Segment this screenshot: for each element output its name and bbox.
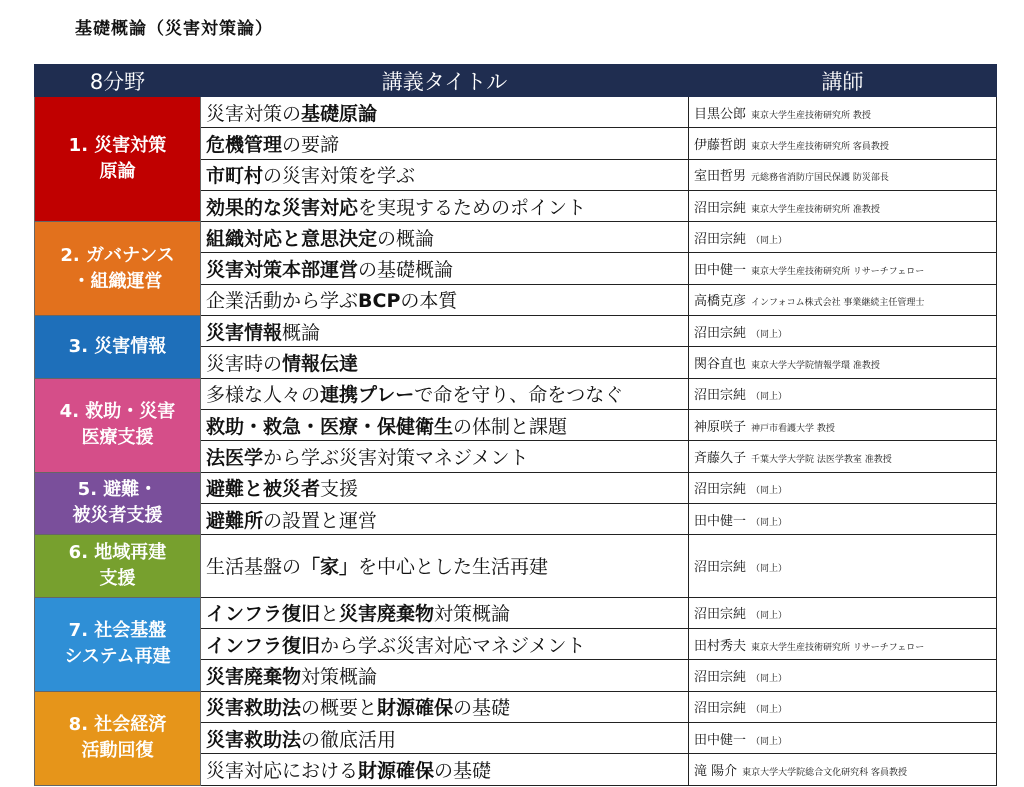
lecture-title-cell: 救助・救急・医療・保健衛生の体制と課題 (201, 409, 689, 440)
instructor-cell (689, 441, 997, 472)
category-cell: 4. 救助・災害 医療支援 (35, 378, 201, 472)
instructor-cell (689, 722, 997, 753)
instructor-affiliation: インフォコム株式会社 事業継続主任管理士 (751, 298, 925, 309)
instructor-name: 沼田宗純 (694, 231, 747, 247)
lecture-title-cell: 災害情報概論 (201, 316, 689, 347)
table-header-row (35, 65, 997, 97)
lecture-title-cell: 災害救助法の徹底活用 (201, 722, 689, 753)
instructor-cell (689, 535, 997, 598)
instructor-name: 伊藤哲朗 (694, 137, 747, 153)
lecture-title-cell: インフラ復旧から学ぶ災害対応マネジメント (201, 629, 689, 660)
instructor-affiliation: （同上） (751, 705, 788, 716)
table-row (35, 472, 997, 503)
lecture-title-cell: 災害廃棄物対策概論 (201, 660, 689, 691)
instructor-name: 室田哲男 (694, 169, 747, 185)
instructor-affiliation: （同上） (751, 235, 788, 246)
instructor-affiliation: 東京大学大学院情報学環 准教授 (751, 361, 880, 372)
lecture-title-cell: 避難と被災者支援 (201, 472, 689, 503)
instructor-affiliation: （同上） (751, 673, 788, 684)
lecture-title-cell: 危機管理の要諦 (201, 128, 689, 159)
table-row (35, 222, 997, 253)
instructor-name: 沼田宗純 (694, 388, 747, 404)
instructor-name: 沼田宗純 (694, 607, 747, 623)
instructor-cell (689, 503, 997, 534)
instructor-name: 滝 陽介 (694, 763, 738, 779)
instructor-name: 沼田宗純 (694, 325, 747, 341)
instructor-cell (689, 347, 997, 378)
instructor-name: 沼田宗純 (694, 482, 747, 498)
instructor-name: 田中健一 (694, 263, 747, 279)
instructor-cell (689, 660, 997, 691)
instructor-affiliation: 神戸市看護大学 教授 (751, 423, 835, 434)
category-cell: 3. 災害情報 (35, 316, 201, 379)
instructor-affiliation: （同上） (751, 564, 788, 575)
instructor-name: 田中健一 (694, 732, 747, 748)
instructor-cell (689, 222, 997, 253)
instructor-cell (689, 472, 997, 503)
header-instructor: 講師 (689, 65, 997, 97)
lecture-title-cell: 企業活動から学ぶBCPの本質 (201, 284, 689, 315)
instructor-cell (689, 754, 997, 785)
lecture-title-cell: 災害時の情報伝達 (201, 347, 689, 378)
instructor-cell (689, 190, 997, 221)
instructor-affiliation: （同上） (751, 329, 788, 340)
instructor-name: 田村秀夫 (694, 638, 747, 654)
instructor-affiliation: 東京大学生産技術研究所 客員教授 (751, 141, 889, 152)
instructor-affiliation: （同上） (751, 486, 788, 497)
category-cell: 8. 社会経済 活動回復 (35, 691, 201, 785)
instructor-affiliation: 東京大学生産技術研究所 リサーチフェロー (751, 642, 925, 653)
table-row (35, 97, 997, 128)
page-title: 基礎概論（災害対策論） (75, 19, 273, 39)
instructor-affiliation: （同上） (751, 611, 788, 622)
instructor-name: 田中健一 (694, 513, 747, 529)
instructor-name: 沼田宗純 (694, 701, 747, 717)
instructor-cell (689, 284, 997, 315)
category-cell: 5. 避難・ 被災者支援 (35, 472, 201, 535)
lecture-table (34, 64, 997, 786)
instructor-name: 斉藤久子 (694, 450, 747, 466)
instructor-cell (689, 159, 997, 190)
lecture-title-cell: 災害対策の基礎原論 (201, 97, 689, 128)
table-row (35, 691, 997, 722)
instructor-affiliation: 東京大学生産技術研究所 リサーチフェロー (751, 267, 925, 278)
category-cell: 1. 災害対策 原論 (35, 97, 201, 222)
table-row (35, 316, 997, 347)
instructor-cell (689, 409, 997, 440)
table-row (35, 597, 997, 628)
lecture-title-cell: 多様な人々の連携プレーで命を守り、命をつなぐ (201, 378, 689, 409)
instructor-cell (689, 253, 997, 284)
lecture-title-cell: 市町村の災害対策を学ぶ (201, 159, 689, 190)
instructor-cell (689, 691, 997, 722)
instructor-affiliation: （同上） (751, 736, 788, 747)
lecture-title-cell: 災害対策本部運営の基礎概論 (201, 253, 689, 284)
lecture-title-cell: 災害対応における財源確保の基礎 (201, 754, 689, 785)
instructor-cell (689, 378, 997, 409)
instructor-name: 沼田宗純 (694, 200, 747, 216)
instructor-affiliation: 東京大学大学院総合文化研究科 客員教授 (742, 767, 908, 778)
instructor-affiliation: 元総務省消防庁国民保護 防災部長 (751, 173, 889, 184)
instructor-cell (689, 128, 997, 159)
instructor-name: 沼田宗純 (694, 669, 747, 685)
instructor-cell (689, 97, 997, 128)
instructor-name: 目黒公郎 (694, 106, 747, 122)
instructor-cell (689, 597, 997, 628)
lecture-title-cell: 災害救助法の概要と財源確保の基礎 (201, 691, 689, 722)
lecture-title-cell: 避難所の設置と運営 (201, 503, 689, 534)
category-cell: 2. ガバナンス ・組織運営 (35, 222, 201, 316)
instructor-name: 高橋克彦 (694, 294, 747, 310)
lecture-title-cell: 生活基盤の「家」を中心とした生活再建 (201, 535, 689, 598)
instructor-cell (689, 629, 997, 660)
instructor-affiliation: 千葉大学大学院 法医学教室 准教授 (751, 454, 892, 465)
instructor-affiliation: 東京大学生産技術研究所 教授 (751, 110, 871, 121)
table-row (35, 378, 997, 409)
header-lecture: 講義タイトル (201, 65, 689, 97)
header-category: 8分野 (35, 65, 201, 97)
lecture-title-cell: 法医学から学ぶ災害対策マネジメント (201, 441, 689, 472)
instructor-name: 関谷直也 (694, 357, 747, 373)
lecture-title-cell: インフラ復旧と災害廃棄物対策概論 (201, 597, 689, 628)
instructor-cell (689, 316, 997, 347)
instructor-name: 神原咲子 (694, 419, 747, 435)
instructor-affiliation: 東京大学生産技術研究所 准教授 (751, 204, 880, 215)
category-cell: 7. 社会基盤 システム再建 (35, 597, 201, 691)
category-cell: 6. 地域再建 支援 (35, 535, 201, 598)
instructor-affiliation: （同上） (751, 392, 788, 403)
instructor-affiliation: （同上） (751, 517, 788, 528)
instructor-name: 沼田宗純 (694, 560, 747, 576)
table-body (35, 97, 997, 786)
lecture-title-cell: 効果的な災害対応を実現するためのポイント (201, 190, 689, 221)
lecture-title-cell: 組織対応と意思決定の概論 (201, 222, 689, 253)
table-row (35, 535, 997, 598)
